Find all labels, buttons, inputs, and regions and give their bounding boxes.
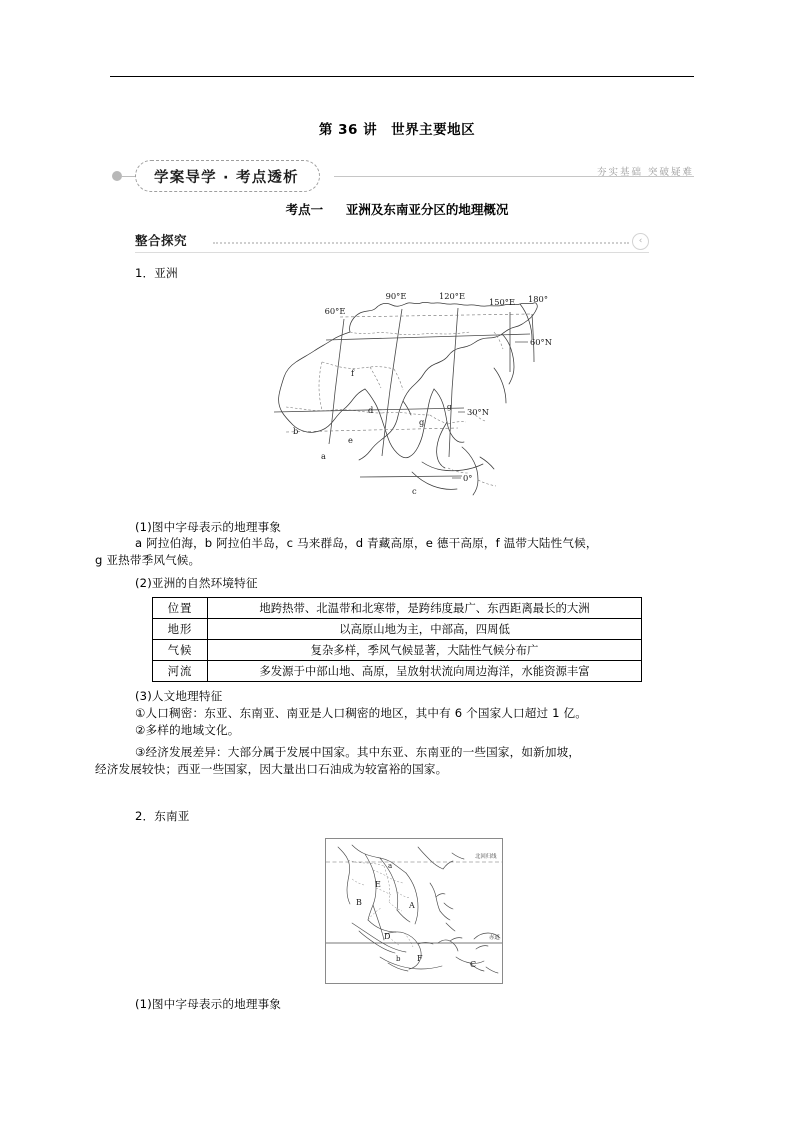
- svg-text:120°E: 120°E: [438, 291, 466, 301]
- asia-q3-item1: ①人口稠密：东亚、东南亚、南亚是人口稠密的地区，其中有 6 个国家人口超过 1 亿。: [135, 706, 587, 720]
- svg-text:B: B: [356, 898, 362, 907]
- asia-q1-body-line2: g 亚热带季风气候。: [95, 553, 201, 567]
- svg-text:赤道: 赤道: [489, 935, 500, 941]
- section-title: 整合探究: [135, 233, 188, 248]
- banner-slogan: 夯实基础 突破疑难: [596, 167, 694, 178]
- svg-text:90°E: 90°E: [385, 291, 407, 301]
- southeast-asia-map-figure: [325, 838, 503, 984]
- table-cell-value: 以高原山地为主，中部高，四周低: [208, 619, 642, 640]
- svg-text:180°: 180°: [528, 294, 548, 304]
- table-cell-key: 气候: [153, 640, 208, 661]
- svg-text:f: f: [351, 368, 355, 378]
- asia-q3-heading: (3)人文地理特征: [135, 689, 223, 703]
- svg-text:b: b: [396, 955, 401, 963]
- table-cell-value: 多发源于中部山地、高原，呈放射状流向周边海洋，水能资源丰富: [208, 661, 642, 682]
- banner-lead-line: [122, 176, 136, 177]
- kaodian-heading: [0, 200, 794, 218]
- section-header: [135, 231, 649, 253]
- chapter-title: 第 36 讲 世界主要地区: [318, 122, 476, 138]
- svg-text:60°N: 60°N: [530, 337, 552, 347]
- banner-pill: [135, 160, 320, 192]
- table-row: [153, 598, 642, 619]
- banner-bullet-dot: [112, 171, 122, 181]
- svg-text:g: g: [419, 417, 425, 427]
- table-row: [153, 619, 642, 640]
- table-cell-value: 复杂多样，季风气候显著，大陆性气候分布广: [208, 640, 642, 661]
- svg-text:e: e: [348, 435, 353, 445]
- svg-text:30°N: 30°N: [467, 407, 489, 417]
- asia-q3-item2: ②多样的地域文化。: [135, 723, 240, 737]
- svg-text:0°: 0°: [463, 473, 473, 483]
- banner: [112, 160, 694, 192]
- chevron-left-icon: ‹: [632, 233, 649, 250]
- svg-text:北回归线: 北回归线: [475, 854, 497, 860]
- table-cell-key: 河流: [153, 661, 208, 682]
- svg-text:g: g: [447, 403, 452, 411]
- asia-q2-heading: (2)亚洲的自然环境特征: [135, 576, 258, 590]
- svg-text:F: F: [417, 954, 423, 963]
- nature-characteristics-table: [152, 597, 642, 682]
- svg-text:C: C: [470, 960, 477, 969]
- svg-text:60°E: 60°E: [324, 306, 346, 316]
- svg-text:a: a: [321, 451, 326, 461]
- table-row: [153, 640, 642, 661]
- item1-heading: 1．亚洲: [135, 266, 178, 280]
- section-dotted-leader: [213, 242, 629, 244]
- table-cell-key: 位置: [153, 598, 208, 619]
- kaodian-prefix: 考点一: [285, 202, 324, 217]
- svg-text:E: E: [375, 880, 381, 889]
- svg-text:D: D: [384, 932, 391, 941]
- svg-text:c: c: [412, 486, 417, 496]
- table-cell-value: 地跨热带、北温带和北寒带，是跨纬度最广、东西距离最长的大洲: [208, 598, 642, 619]
- item2-heading: 2．东南亚: [135, 809, 190, 823]
- header-rule: [110, 76, 694, 77]
- table-row: [153, 661, 642, 682]
- asia-map-figure: [262, 272, 552, 512]
- svg-text:a: a: [388, 862, 393, 870]
- kaodian-title: 亚洲及东南亚分区的地理概况: [345, 202, 509, 217]
- svg-text:150°E: 150°E: [488, 297, 516, 307]
- svg-text:d: d: [368, 405, 374, 415]
- banner-pill-label: 学案导学 · 考点透析: [154, 169, 299, 186]
- asia-q1-body-line1: a 阿拉伯海，b 阿拉伯半岛，c 马来群岛，d 青藏高原，e 德干高原，f 温带大陆性气候，: [135, 536, 598, 550]
- section-underline: [135, 252, 649, 253]
- svg-text:A: A: [409, 901, 415, 910]
- asia-q3-item3-line2: 经济发展较快；西亚一些国家，因大量出口石油成为较富裕的国家。: [95, 762, 448, 776]
- sea-q1-heading: (1)图中字母表示的地理事象: [135, 997, 282, 1011]
- asia-q1-heading: (1)图中字母表示的地理事象: [135, 520, 282, 534]
- svg-text:b: b: [293, 426, 299, 436]
- asia-q3-item3-line1: ③经济发展差异：大部分属于发展中国家。其中东亚、东南亚的一些国家，如新加坡，: [135, 745, 581, 759]
- table-cell-key: 地形: [153, 619, 208, 640]
